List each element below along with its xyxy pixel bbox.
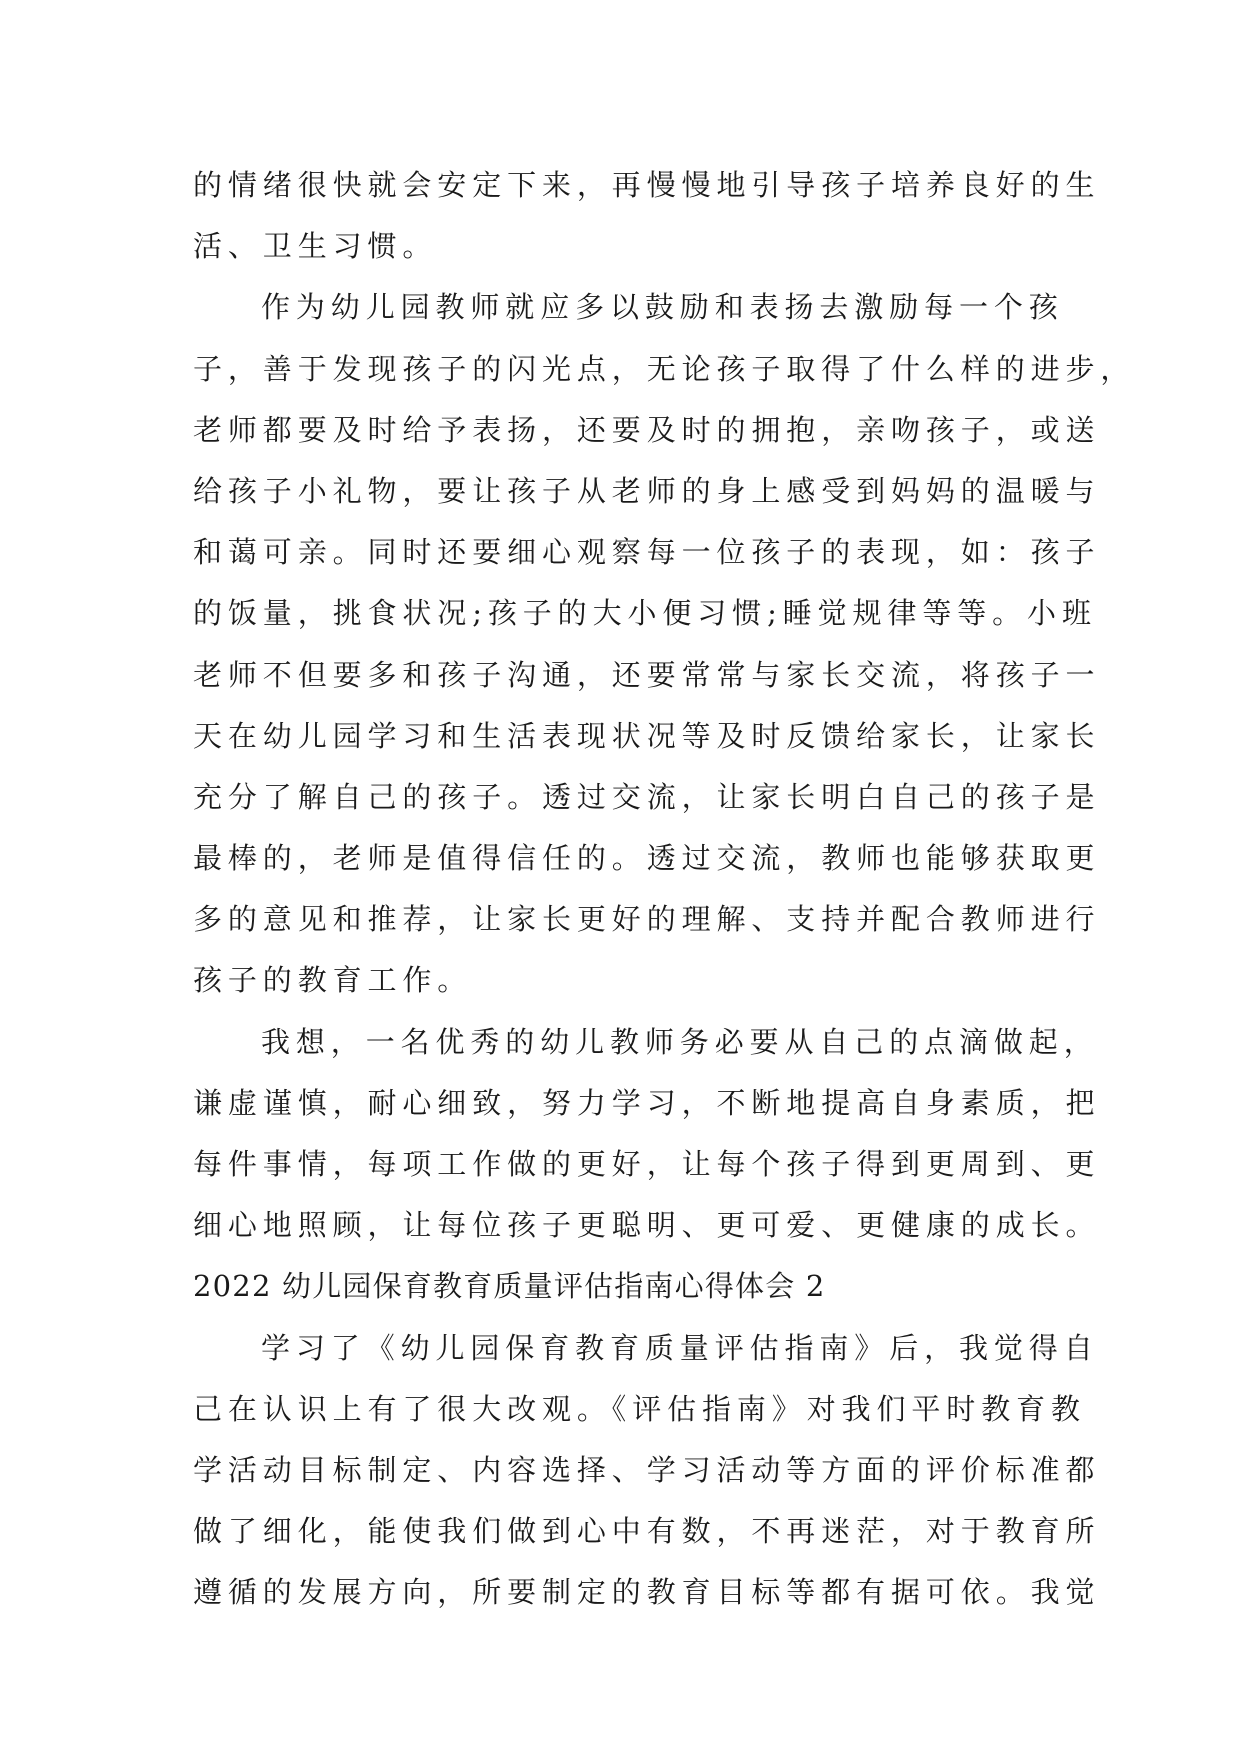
text-line: 的情绪很快就会安定下来，再慢慢地引导孩子培养良好的生 bbox=[193, 168, 1101, 202]
text-line: 和蔼可亲。同时还要细心观察每一位孩子的表现，如：孩子 bbox=[193, 535, 1101, 570]
section-heading: 2022 幼儿园保育教育质量评估指南心得体会 2 bbox=[193, 1269, 826, 1304]
text-line: 我想，一名优秀的幼儿教师务必要从自己的点滴做起， bbox=[261, 1024, 1099, 1059]
text-line: 己在认识上有了很大改观。《评估指南》对我们平时教育教 bbox=[193, 1391, 1086, 1426]
text-line: 谦虚谨慎，耐心细致，努力学习，不断地提高自身素质，把 bbox=[193, 1085, 1101, 1120]
text-line: 的饭量，挑食状况;孩子的大小便习惯;睡觉规律等等。小班 bbox=[193, 596, 1097, 631]
text-line: 做了细化，能使我们做到心中有数，不再迷茫，对于教育所 bbox=[193, 1514, 1101, 1549]
text-line: 细心地照顾，让每位孩子更聪明、更可爱、更健康的成长。 bbox=[193, 1208, 1101, 1243]
text-line: 最棒的，老师是值得信任的。透过交流，教师也能够获取更 bbox=[193, 841, 1101, 876]
text-line: 多的意见和推荐，让家长更好的理解、支持并配合教师进行 bbox=[193, 902, 1101, 937]
text-line: 子，善于发现孩子的闪光点，无论孩子取得了什么样的进步， bbox=[193, 351, 1136, 386]
text-line: 学活动目标制定、内容选择、学习活动等方面的评价标准都 bbox=[193, 1452, 1101, 1487]
text-line: 老师不但要多和孩子沟通，还要常常与家长交流，将孩子一 bbox=[193, 657, 1101, 692]
text-line: 学习了《幼儿园保育教育质量评估指南》后，我觉得自 bbox=[261, 1330, 1099, 1365]
document-body bbox=[193, 155, 1136, 1624]
text-line: 遵循的发展方向，所要制定的教育目标等都有据可依。我觉 bbox=[193, 1575, 1101, 1610]
text-line: 天在幼儿园学习和生活表现状况等及时反馈给家长，让家长 bbox=[193, 718, 1101, 753]
text-line: 老师都要及时给予表扬，还要及时的拥抱，亲吻孩子，或送 bbox=[193, 412, 1101, 447]
text-line: 活、卫生习惯。 bbox=[193, 229, 438, 264]
text-line: 给孩子小礼物，要让孩子从老师的身上感受到妈妈的温暖与 bbox=[193, 473, 1101, 508]
text-line: 每件事情，每项工作做的更好，让每个孩子得到更周到、更 bbox=[193, 1147, 1101, 1181]
text-line: 充分了解自己的孩子。透过交流，让家长明白自己的孩子是 bbox=[193, 779, 1101, 814]
text-line: 孩子的教育工作。 bbox=[193, 963, 473, 998]
text-line: 作为幼儿园教师就应多以鼓励和表扬去激励每一个孩 bbox=[261, 290, 1064, 325]
